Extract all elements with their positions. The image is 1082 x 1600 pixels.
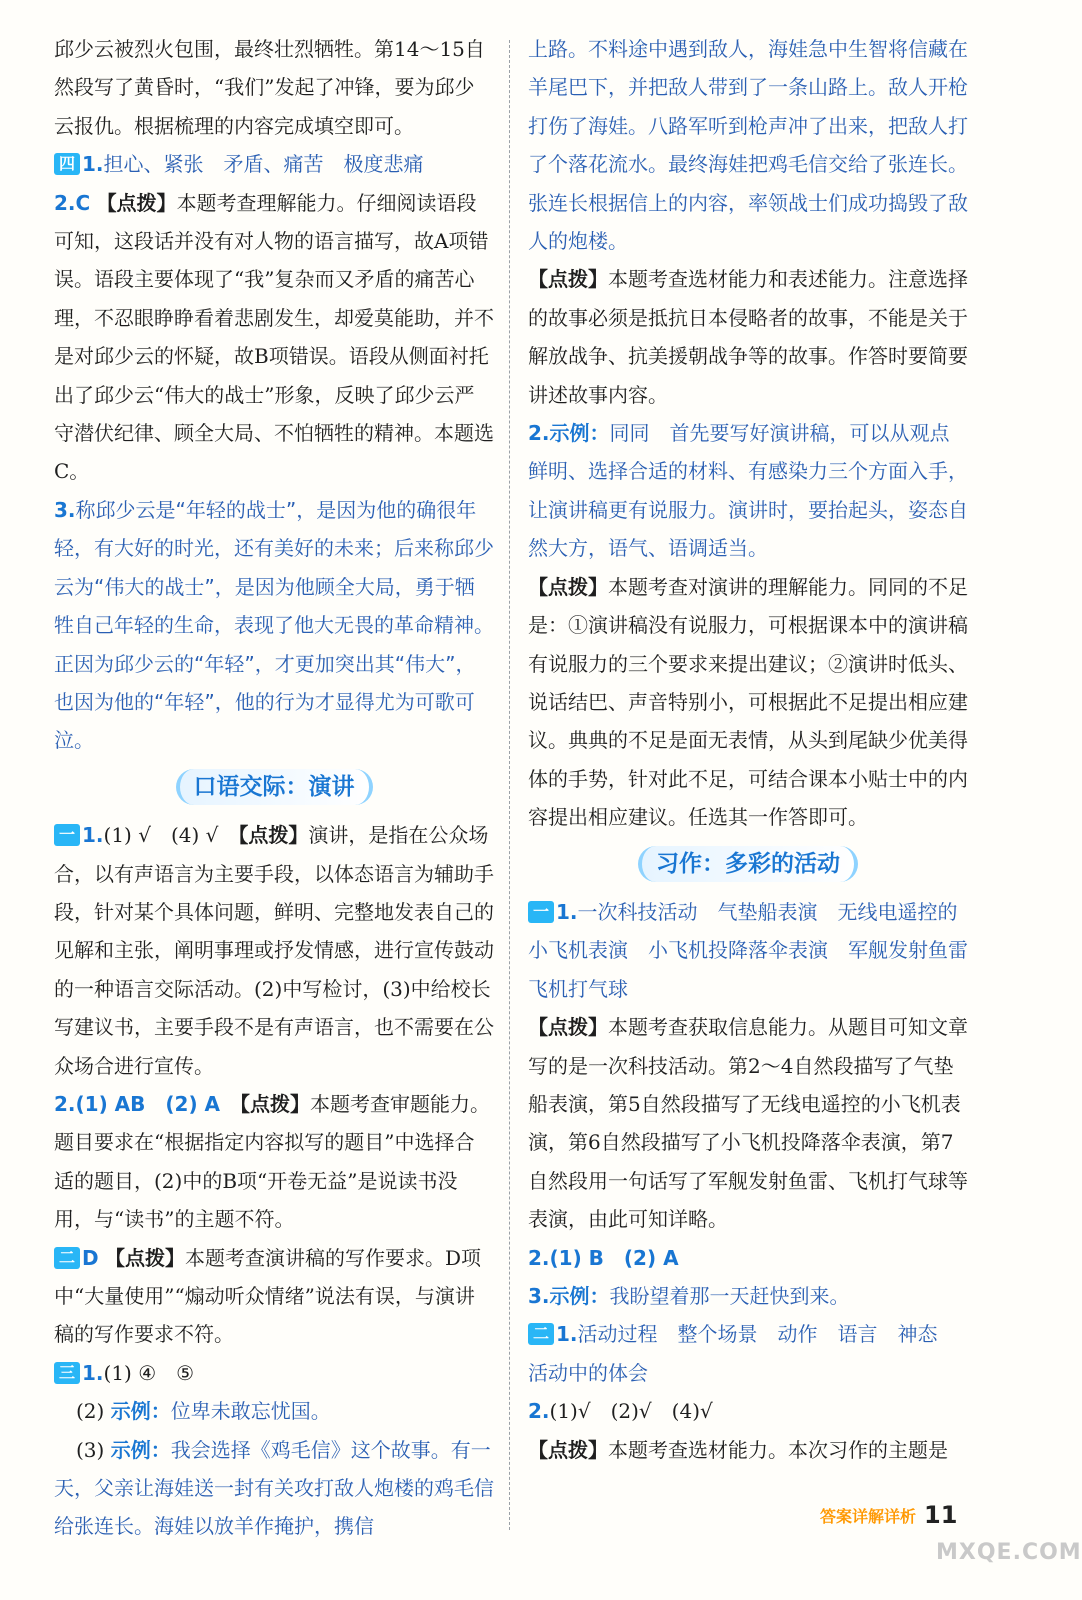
answer-text: 活动过程 整个场景 动作 语言 神态 活动中的体会 xyxy=(528,1322,958,1385)
question-number: 2. xyxy=(528,1399,550,1424)
section-1-badge: 一 xyxy=(54,824,80,846)
tip-text: 本题考查选材能力。本次习作的主题是 xyxy=(608,1437,948,1462)
oral-s3-q2-tip xyxy=(528,568,968,837)
essay-s2-q2 xyxy=(528,1392,968,1430)
example-label: 示例： xyxy=(549,421,610,446)
essay-s1-q1 xyxy=(528,893,988,1008)
left-continued-paragraph: 邱少云被烈火包围，最终壮烈牺牲。第14～15自然段写了黄昏时，“我们”发起了冲锋，要为邱少云报仇。根据梳理的内容完成填空即可。 xyxy=(54,37,485,138)
answer-text: 位卑未敢忘忧国。 xyxy=(170,1399,331,1424)
answer-choice: D xyxy=(82,1245,99,1270)
answer-choice: C xyxy=(75,190,91,215)
question-number: 1. xyxy=(82,1360,104,1385)
answer-text: (1) ④ ⑤ xyxy=(103,1360,195,1385)
tip-label: 【点拨】 xyxy=(238,823,309,848)
tip-label: 【点拨】 xyxy=(528,1015,608,1040)
section-1-badge: 一 xyxy=(528,901,554,923)
section-2-badge: 二 xyxy=(54,1247,80,1269)
question-number: 2. xyxy=(54,190,76,215)
section-4-q2 xyxy=(54,184,494,491)
oral-s1-q1 xyxy=(54,816,494,1085)
answer-text: 我会选择《鸡毛信》这个故事。有一天，父亲让海娃送一封有关攻打敌人炮楼的鸡毛信给张连长。海娃以放羊作掩护，携信 xyxy=(54,1437,494,1539)
oral-s1-q2 xyxy=(54,1085,494,1239)
essay-s1-q2 xyxy=(528,1239,968,1277)
right-column xyxy=(528,30,988,1469)
essay-s2-q1 xyxy=(528,1315,968,1392)
oral-s3-q1-2 xyxy=(54,1392,494,1430)
section-title: 口语交际：演讲 xyxy=(176,769,373,805)
question-number: 2. xyxy=(528,421,550,446)
example-label: 示例： xyxy=(549,1284,610,1308)
oral-s3-q2 xyxy=(528,414,968,568)
question-number: 3. xyxy=(528,1284,550,1308)
section-2-badge: 二 xyxy=(528,1323,554,1345)
tip-label: 【点拨】 xyxy=(528,574,608,599)
page-number: 11 xyxy=(924,1501,958,1529)
section-4-q1 xyxy=(54,145,494,183)
answer-text: (1) √ (4) √ xyxy=(103,823,219,848)
tip-text: 本题考查获取信息能力。从题目可知文章写的是一次科技活动。第2～4自然段描写了气垫船表演，第5自然段描写了无线电遥控的小飞机表演，第6自然段描写了小飞机投降落伞表演，第7自然段用一句话写了军舰发射鱼雷、飞机打气球等表演，由此可知详略。 xyxy=(528,1015,968,1232)
left-column xyxy=(54,30,494,1546)
answer-text: (1)√ (2)√ (4)√ xyxy=(549,1399,713,1424)
answer-text: 同同 首先要写好演讲稿，可以从观点鲜明、选择合适的材料、有感染力三个方面入手，让演讲稿更有说服力。演讲时，要抬起头，姿态自然大方，语气、语调适当。 xyxy=(528,421,968,561)
oral-s3-q1-3 xyxy=(54,1431,494,1546)
question-number: 3. xyxy=(54,497,76,522)
sub-number: (3) xyxy=(76,1437,105,1462)
right-continued-answer: 上路。不料途中遇到敌人，海娃急中生智将信藏在羊尾巴下，并把敌人带到了一条山路上。敌人开枪打伤了海娃。八路军听到枪声冲了出来，把敌人打了个落花流水。最终海娃把鸡毛信交给了张连长。张连长根据信上的内容，率领战士们成功捣毁了敌人的炮楼。 xyxy=(528,37,968,254)
essay-s2-q2-tip xyxy=(528,1431,968,1469)
essay-s1-q3 xyxy=(528,1277,968,1315)
tip-text: 本题考查理解能力。仔细阅读语段可知，这段话并没有对人物的语言描写，故A项错误。语段主要体现了“我”复杂而又矛盾的痛苦心理，不忍眼睁睁看着悲剧发生，却爱莫能助，并不是对邱少云的怀疑，故B项错误。语段从侧面衬托出了邱少云“伟大的战士”形象，反映了邱少云严守潜伏纪律、顾全大局、不怕牺牲的精神。本题选C。 xyxy=(54,190,494,484)
answer-text: 担心、紧张 矛盾、痛苦 极度悲痛 xyxy=(103,152,424,177)
tip-text: 演讲，是指在公众场合，以有声语言为主要手段，以体态语言为辅助手段，针对某个具体问题，鲜明、完整地发表自己的见解和主张，阐明事理或抒发情感，进行宣传鼓动的一种语言交际活动。(2)中写检讨，(3)中给校长写建议书，主要手段不是有声语言，也不需要在公众场合进行宣传。 xyxy=(54,823,494,1078)
tip-text: 本题考查选材能力和表述能力。注意选择的故事必须是抵抗日本侵略者的故事，不能是关于解放战争、抗美援朝战争等的故事。作答时要简要讲述故事内容。 xyxy=(528,267,968,407)
question-number: 1. xyxy=(82,152,104,177)
question-number: 1. xyxy=(556,899,578,924)
tip-label: 【点拨】 xyxy=(104,1245,185,1270)
question-number: 2. xyxy=(528,1245,550,1270)
section-title: 习作：多彩的活动 xyxy=(638,846,858,882)
answer-text: 称邱少云是“年轻的战士”，是因为他的确很年轻，有大好的时光，还有美好的未来；后来称邱少云为“伟大的战士”，是因为他顾全大局，勇于牺牲自己年轻的生命，表现了他大无畏的革命精神。正因为邱少云的“年轻”，才更加突出其“伟大”，也因为他的“年轻”，他的行为才显得尤为可歌可泣。 xyxy=(54,497,494,753)
tip-label: 【点拨】 xyxy=(528,267,608,292)
answer-text: 我盼望着那一天赶快到来。 xyxy=(609,1284,850,1308)
essay-s1-q1-tip xyxy=(528,1008,968,1238)
section-heading-essay xyxy=(528,845,968,883)
tip-text: 本题考查演讲稿的写作要求。D项中“大量使用”“煽动听众情绪”说法有误，与演讲稿的写作要求不符。 xyxy=(54,1245,482,1347)
tip-text: 本题考查对演讲的理解能力。同同的不足是：①演讲稿没有说服力，可根据课本中的演讲稿有说服力的三个要求来提出建议；②演讲时低头、说话结巴、声音特别小，可根据此不足提出相应建议。典典的不足是面无表情，从头到尾缺少优美得体的手势，针对此不足，可结合课本小贴士中的内容提出相应建议。任选其一作答即可。 xyxy=(528,574,968,830)
answer-text: (1) AB (2) A xyxy=(75,1091,221,1116)
watermark: MXQE.COM xyxy=(936,1540,1082,1565)
answer-text: (1) B (2) A xyxy=(549,1245,679,1270)
section-3-badge: 三 xyxy=(54,1362,80,1384)
footer-label: 答案详解详析 xyxy=(820,1506,917,1526)
sub-number: (2) xyxy=(76,1399,105,1424)
example-label: 示例： xyxy=(110,1437,171,1462)
tip-text: 本题考查审题能力。题目要求在“根据指定内容拟写的题目”中选择合适的题目，(2)中的B项“开卷无益”是说读书没用，与“读书”的主题不符。 xyxy=(54,1091,491,1232)
tip-label: 【点拨】 xyxy=(96,190,177,215)
right-continued-tip xyxy=(528,260,968,414)
section-4-badge: 四 xyxy=(54,153,80,175)
oral-s3-q1 xyxy=(54,1354,494,1392)
question-number: 2. xyxy=(54,1091,76,1116)
example-label: 示例： xyxy=(110,1399,171,1424)
oral-s2 xyxy=(54,1239,494,1354)
question-number: 1. xyxy=(82,823,104,848)
column-divider xyxy=(509,40,510,1530)
section-heading-oral xyxy=(54,768,494,806)
question-number: 1. xyxy=(556,1322,578,1347)
page-footer xyxy=(820,1497,957,1533)
tip-label: 【点拨】 xyxy=(240,1091,311,1116)
section-4-q3 xyxy=(54,491,494,760)
answer-text: 一次科技活动 气垫船表演 无线电遥控的小飞机表演 小飞机投降落伞表演 军舰发射鱼雷 飞机打气球 xyxy=(528,899,988,1001)
tip-label: 【点拨】 xyxy=(528,1437,608,1462)
